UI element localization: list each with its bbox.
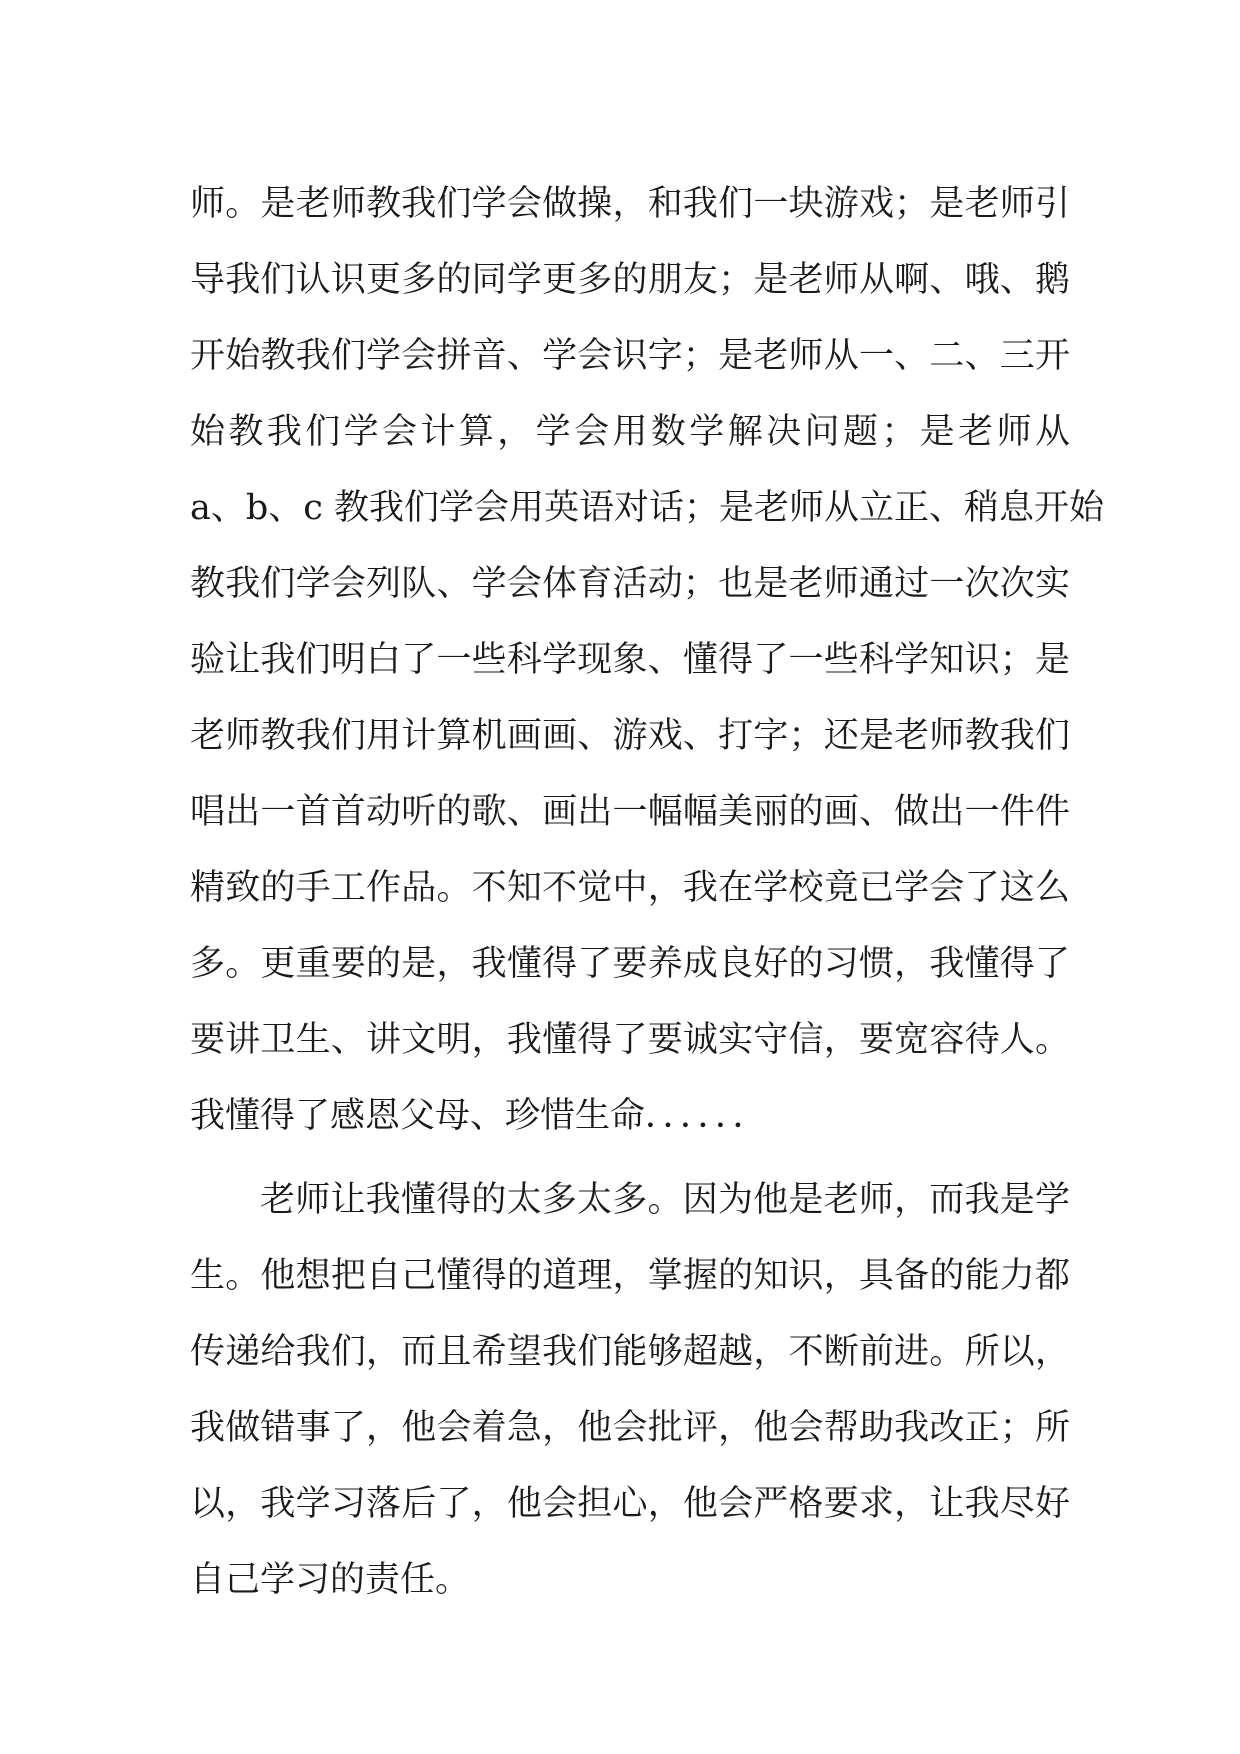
paragraph-1 xyxy=(190,166,1105,1154)
paragraph-line: 精致的手工作品。不知不觉中，我在学校竟已学会了这么 xyxy=(190,868,1070,908)
paragraph-line: 自己学习的责任。 xyxy=(190,1560,471,1600)
paragraph-line: 我做错事了，他会着急，他会批评，他会帮助我改正；所 xyxy=(190,1408,1070,1448)
paragraph-line: 我懂得了感恩父母、珍惜生命．．．．．． xyxy=(190,1096,768,1136)
paragraph-line: 传递给我们，而且希望我们能够超越，不断前进。所以， xyxy=(190,1332,1070,1372)
paragraph-line: 唱出一首首动听的歌、画出一幅幅美丽的画、做出一件件 xyxy=(190,792,1070,832)
paragraph-2 xyxy=(190,1162,1070,1618)
paragraph-line: a、b、c 教我们学会用英语对话；是老师从立正、稍息开始 xyxy=(190,488,1105,528)
paragraph-line: 导我们认识更多的同学更多的朋友；是老师从啊、哦、鹅 xyxy=(190,260,1070,300)
paragraph-line: 多。更重要的是，我懂得了要养成良好的习惯，我懂得了 xyxy=(190,944,1070,984)
paragraph-line: 开始教我们学会拼音、学会识字；是老师从一、二、三开 xyxy=(190,336,1070,376)
body-text xyxy=(190,166,1105,1618)
paragraph-line: 验让我们明白了一些科学现象、懂得了一些科学知识；是 xyxy=(190,640,1070,680)
paragraph-line: 老师教我们用计算机画画、游戏、打字；还是老师教我们 xyxy=(190,716,1070,756)
paragraph-line: 要讲卫生、讲文明，我懂得了要诚实守信，要宽容待人。 xyxy=(190,1020,1070,1060)
paragraph-line: 生。他想把自己懂得的道理，掌握的知识，具备的能力都 xyxy=(190,1256,1070,1296)
paragraph-line: 以，我学习落后了，他会担心，他会严格要求，让我尽好 xyxy=(190,1484,1070,1524)
paragraph-line: 始教我们学会计算，学会用数学解决问题；是老师从 xyxy=(190,412,1070,452)
paragraph-line: 老师让我懂得的太多太多。因为他是老师，而我是学 xyxy=(260,1180,1070,1220)
paragraph-line: 教我们学会列队、学会体育活动；也是老师通过一次次实 xyxy=(190,564,1070,604)
paragraph-line: 师。是老师教我们学会做操，和我们一块游戏；是老师引 xyxy=(190,184,1070,224)
